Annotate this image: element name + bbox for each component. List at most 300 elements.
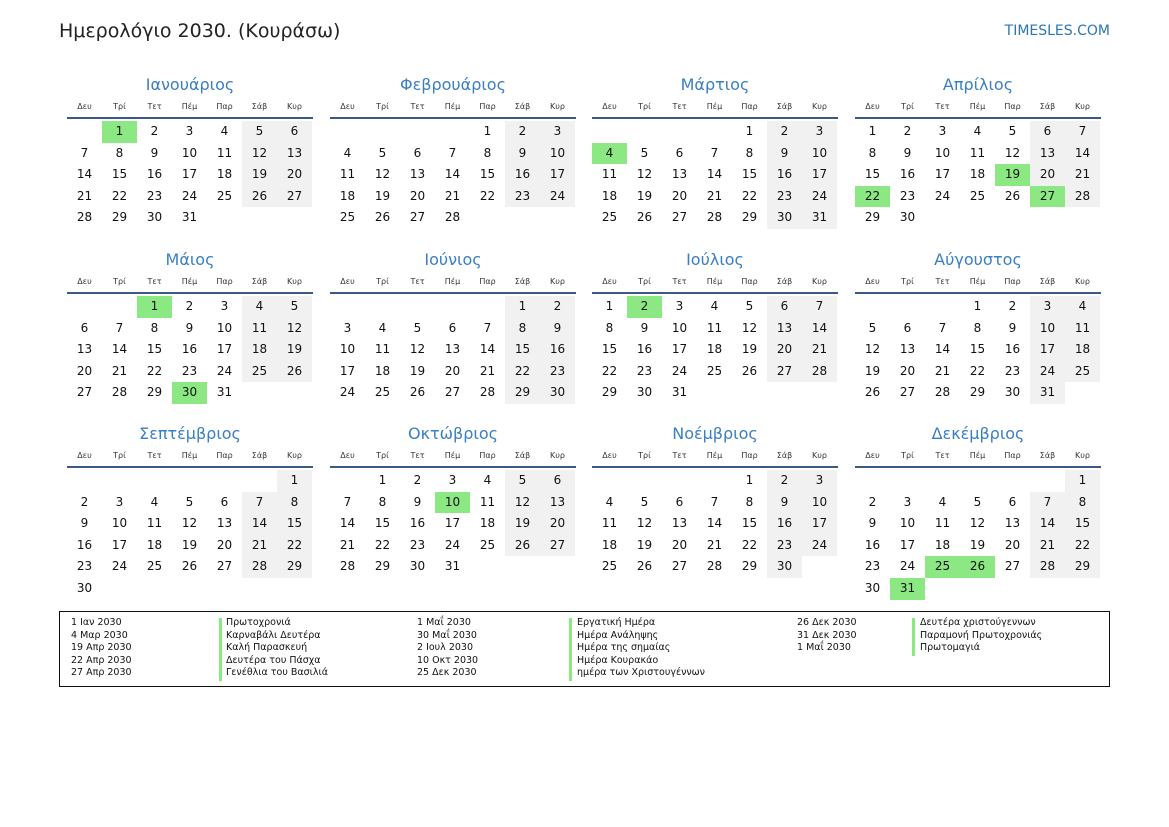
day-cell[interactable]: 25	[925, 556, 960, 578]
day-cell[interactable]: 10	[435, 492, 470, 514]
day-cell[interactable]: 10	[111, 516, 128, 531]
day-cell[interactable]: 20	[899, 363, 916, 378]
day-cell[interactable]: 19	[374, 188, 391, 203]
day-cell[interactable]: 2	[1008, 299, 1017, 313]
day-cell[interactable]: 10	[671, 320, 688, 335]
day-cell[interactable]: 4	[1065, 296, 1100, 318]
day-cell[interactable]: 13	[671, 516, 688, 531]
day-cell[interactable]: 27	[899, 385, 916, 400]
day-cell[interactable]: 20	[1004, 537, 1021, 552]
day-cell[interactable]: 5	[868, 320, 877, 335]
day-cell[interactable]: 17	[899, 537, 916, 552]
day-cell[interactable]: 23	[540, 361, 575, 383]
day-cell[interactable]: 23	[505, 186, 540, 208]
day-cell[interactable]: 7	[1030, 492, 1065, 514]
day-cell[interactable]: 26	[960, 556, 995, 578]
day-cell[interactable]: 12	[277, 318, 312, 340]
day-cell[interactable]: 30	[172, 382, 207, 404]
day-cell[interactable]: 10	[899, 516, 916, 531]
day-cell[interactable]: 4	[710, 299, 719, 313]
day-cell[interactable]: 2	[185, 299, 194, 313]
day-cell[interactable]: 21	[1030, 535, 1065, 557]
day-cell[interactable]: 6	[220, 494, 229, 509]
day-cell[interactable]: 2	[868, 494, 877, 509]
day-cell[interactable]: 14	[111, 342, 128, 357]
day-cell[interactable]: 12	[409, 342, 426, 357]
day-cell[interactable]: 17	[802, 164, 837, 186]
day-cell[interactable]: 16	[505, 164, 540, 186]
day-cell[interactable]: 25	[242, 361, 277, 383]
day-cell[interactable]: 29	[864, 210, 881, 225]
day-cell[interactable]: 2	[505, 121, 540, 143]
day-cell[interactable]: 15	[741, 516, 758, 531]
day-cell[interactable]: 3	[903, 494, 912, 509]
day-cell[interactable]: 13	[767, 318, 802, 340]
day-cell[interactable]: 25	[706, 363, 723, 378]
day-cell[interactable]: 27	[671, 559, 688, 574]
day-cell[interactable]: 7	[802, 296, 837, 318]
day-cell[interactable]: 9	[413, 494, 422, 509]
day-cell[interactable]: 26	[741, 363, 758, 378]
day-cell[interactable]: 15	[111, 167, 128, 182]
day-cell[interactable]: 22	[601, 363, 618, 378]
day-cell[interactable]: 30	[864, 580, 881, 595]
day-cell[interactable]: 20	[277, 164, 312, 186]
day-cell[interactable]: 29	[741, 210, 758, 225]
day-cell[interactable]: 16	[409, 516, 426, 531]
day-cell[interactable]: 14	[479, 342, 496, 357]
day-cell[interactable]: 27	[216, 559, 233, 574]
day-cell[interactable]: 25	[146, 559, 163, 574]
day-cell[interactable]: 4	[343, 145, 352, 160]
day-cell[interactable]: 11	[601, 516, 618, 531]
day-cell[interactable]: 16	[181, 342, 198, 357]
day-cell[interactable]: 18	[479, 516, 496, 531]
day-cell[interactable]: 8	[868, 145, 877, 160]
day-cell[interactable]: 13	[540, 492, 575, 514]
day-cell[interactable]: 28	[479, 385, 496, 400]
day-cell[interactable]: 9	[150, 145, 159, 160]
day-cell[interactable]: 18	[242, 339, 277, 361]
day-cell[interactable]: 5	[185, 494, 194, 509]
day-cell[interactable]: 17	[934, 167, 951, 182]
day-cell[interactable]: 22	[505, 361, 540, 383]
day-cell[interactable]: 26	[374, 210, 391, 225]
day-cell[interactable]: 3	[675, 299, 684, 313]
day-cell[interactable]: 11	[242, 318, 277, 340]
day-cell[interactable]: 25	[216, 188, 233, 203]
day-cell[interactable]: 4	[242, 296, 277, 318]
day-cell[interactable]: 13	[671, 167, 688, 182]
day-cell[interactable]: 1	[137, 296, 172, 318]
day-cell[interactable]: 16	[767, 164, 802, 186]
day-cell[interactable]: 27	[540, 535, 575, 557]
day-cell[interactable]: 6	[277, 121, 312, 143]
day-cell[interactable]: 4	[483, 473, 492, 487]
day-cell[interactable]: 28	[111, 385, 128, 400]
day-cell[interactable]: 19	[864, 363, 881, 378]
day-cell[interactable]: 1	[102, 121, 137, 143]
site-link[interactable]: TIMESLES.COM	[1004, 23, 1110, 39]
day-cell[interactable]: 15	[969, 342, 986, 357]
day-cell[interactable]: 30	[76, 580, 93, 595]
day-cell[interactable]: 30	[899, 210, 916, 225]
day-cell[interactable]: 1	[745, 124, 754, 138]
day-cell[interactable]: 14	[706, 167, 723, 182]
day-cell[interactable]: 15	[479, 167, 496, 182]
day-cell[interactable]: 8	[150, 320, 159, 335]
day-cell[interactable]: 8	[745, 145, 754, 160]
day-cell[interactable]: 21	[706, 188, 723, 203]
day-cell[interactable]: 10	[802, 492, 837, 514]
day-cell[interactable]: 20	[216, 537, 233, 552]
day-cell[interactable]: 29	[1065, 556, 1100, 578]
day-cell[interactable]: 9	[505, 143, 540, 165]
day-cell[interactable]: 8	[505, 318, 540, 340]
day-cell[interactable]: 7	[80, 145, 89, 160]
day-cell[interactable]: 6	[675, 145, 684, 160]
day-cell[interactable]: 23	[146, 188, 163, 203]
day-cell[interactable]: 28	[444, 210, 461, 225]
day-cell[interactable]: 18	[1065, 339, 1100, 361]
day-cell[interactable]: 7	[115, 320, 124, 335]
day-cell[interactable]: 28	[339, 559, 356, 574]
day-cell[interactable]: 7	[710, 494, 719, 509]
day-cell[interactable]: 24	[802, 186, 837, 208]
day-cell[interactable]: 15	[374, 516, 391, 531]
day-cell[interactable]: 20	[409, 188, 426, 203]
day-cell[interactable]: 5	[277, 296, 312, 318]
day-cell[interactable]: 19	[277, 339, 312, 361]
day-cell[interactable]: 5	[505, 470, 540, 492]
day-cell[interactable]: 31	[216, 385, 233, 400]
day-cell[interactable]: 29	[146, 385, 163, 400]
day-cell[interactable]: 24	[934, 188, 951, 203]
day-cell[interactable]: 5	[973, 494, 982, 509]
day-cell[interactable]: 28	[1030, 556, 1065, 578]
day-cell[interactable]: 2	[413, 473, 422, 487]
day-cell[interactable]: 15	[741, 167, 758, 182]
day-cell[interactable]: 24	[339, 385, 356, 400]
day-cell[interactable]: 27	[76, 385, 93, 400]
day-cell[interactable]: 25	[601, 210, 618, 225]
day-cell[interactable]: 21	[934, 363, 951, 378]
day-cell[interactable]: 13	[899, 342, 916, 357]
day-cell[interactable]: 31	[444, 559, 461, 574]
day-cell[interactable]: 1	[745, 473, 754, 487]
day-cell[interactable]: 10	[934, 145, 951, 160]
day-cell[interactable]: 23	[409, 537, 426, 552]
day-cell[interactable]: 5	[745, 299, 754, 313]
day-cell[interactable]: 18	[216, 167, 233, 182]
day-cell[interactable]: 26	[409, 385, 426, 400]
day-cell[interactable]: 27	[1030, 186, 1065, 208]
day-cell[interactable]: 10	[181, 145, 198, 160]
day-cell[interactable]: 18	[601, 537, 618, 552]
day-cell[interactable]: 19	[636, 188, 653, 203]
day-cell[interactable]: 13	[1030, 143, 1065, 165]
day-cell[interactable]: 24	[181, 188, 198, 203]
day-cell[interactable]: 16	[76, 537, 93, 552]
day-cell[interactable]: 7	[242, 492, 277, 514]
day-cell[interactable]: 23	[767, 186, 802, 208]
day-cell[interactable]: 2	[627, 296, 662, 318]
day-cell[interactable]: 19	[741, 342, 758, 357]
day-cell[interactable]: 30	[1004, 385, 1021, 400]
day-cell[interactable]: 8	[1065, 492, 1100, 514]
day-cell[interactable]: 30	[636, 385, 653, 400]
day-cell[interactable]: 12	[1004, 145, 1021, 160]
day-cell[interactable]: 29	[111, 210, 128, 225]
day-cell[interactable]: 13	[216, 516, 233, 531]
day-cell[interactable]: 19	[409, 363, 426, 378]
day-cell[interactable]: 3	[185, 124, 194, 138]
day-cell[interactable]: 17	[444, 516, 461, 531]
day-cell[interactable]: 8	[115, 145, 124, 160]
day-cell[interactable]: 11	[969, 145, 986, 160]
day-cell[interactable]: 19	[995, 164, 1030, 186]
day-cell[interactable]: 29	[374, 559, 391, 574]
day-cell[interactable]: 4	[378, 320, 387, 335]
day-cell[interactable]: 8	[378, 494, 387, 509]
day-cell[interactable]: 5	[640, 494, 649, 509]
day-cell[interactable]: 9	[80, 516, 89, 531]
day-cell[interactable]: 11	[216, 145, 233, 160]
day-cell[interactable]: 7	[448, 145, 457, 160]
day-cell[interactable]: 30	[409, 559, 426, 574]
day-cell[interactable]: 17	[671, 342, 688, 357]
day-cell[interactable]: 24	[111, 559, 128, 574]
day-cell[interactable]: 8	[973, 320, 982, 335]
day-cell[interactable]: 31	[1030, 382, 1065, 404]
day-cell[interactable]: 9	[640, 320, 649, 335]
day-cell[interactable]: 7	[483, 320, 492, 335]
day-cell[interactable]: 6	[1008, 494, 1017, 509]
day-cell[interactable]: 29	[969, 385, 986, 400]
day-cell[interactable]: 16	[899, 167, 916, 182]
day-cell[interactable]: 19	[505, 513, 540, 535]
day-cell[interactable]: 31	[671, 385, 688, 400]
day-cell[interactable]: 18	[374, 363, 391, 378]
day-cell[interactable]: 31	[802, 207, 837, 229]
day-cell[interactable]: 4	[938, 494, 947, 509]
day-cell[interactable]: 10	[216, 320, 233, 335]
day-cell[interactable]: 8	[745, 494, 754, 509]
day-cell[interactable]: 8	[605, 320, 614, 335]
day-cell[interactable]: 27	[1004, 559, 1021, 574]
day-cell[interactable]: 23	[767, 535, 802, 557]
day-cell[interactable]: 23	[181, 363, 198, 378]
day-cell[interactable]: 13	[1004, 516, 1021, 531]
day-cell[interactable]: 9	[185, 320, 194, 335]
day-cell[interactable]: 18	[146, 537, 163, 552]
day-cell[interactable]: 27	[444, 385, 461, 400]
day-cell[interactable]: 15	[601, 342, 618, 357]
day-cell[interactable]: 22	[111, 188, 128, 203]
day-cell[interactable]: 3	[938, 124, 947, 138]
day-cell[interactable]: 3	[802, 121, 837, 143]
day-cell[interactable]: 12	[374, 167, 391, 182]
day-cell[interactable]: 15	[277, 513, 312, 535]
day-cell[interactable]: 6	[80, 320, 89, 335]
day-cell[interactable]: 26	[864, 385, 881, 400]
day-cell[interactable]: 1	[483, 124, 492, 138]
day-cell[interactable]: 17	[339, 363, 356, 378]
day-cell[interactable]: 5	[640, 145, 649, 160]
day-cell[interactable]: 6	[448, 320, 457, 335]
day-cell[interactable]: 20	[540, 513, 575, 535]
day-cell[interactable]: 12	[505, 492, 540, 514]
day-cell[interactable]: 12	[242, 143, 277, 165]
day-cell[interactable]: 13	[409, 167, 426, 182]
day-cell[interactable]: 24	[802, 535, 837, 557]
day-cell[interactable]: 11	[934, 516, 951, 531]
day-cell[interactable]: 4	[605, 494, 614, 509]
day-cell[interactable]: 21	[76, 188, 93, 203]
day-cell[interactable]: 7	[1065, 121, 1100, 143]
day-cell[interactable]: 3	[115, 494, 124, 509]
day-cell[interactable]: 28	[706, 210, 723, 225]
day-cell[interactable]: 25	[339, 210, 356, 225]
day-cell[interactable]: 14	[444, 167, 461, 182]
day-cell[interactable]: 2	[903, 124, 912, 138]
day-cell[interactable]: 4	[592, 143, 627, 165]
day-cell[interactable]: 14	[1030, 513, 1065, 535]
day-cell[interactable]: 20	[76, 363, 93, 378]
day-cell[interactable]: 2	[150, 124, 159, 138]
day-cell[interactable]: 6	[540, 470, 575, 492]
day-cell[interactable]: 1	[605, 299, 614, 313]
day-cell[interactable]: 28	[706, 559, 723, 574]
day-cell[interactable]: 22	[374, 537, 391, 552]
day-cell[interactable]: 19	[636, 537, 653, 552]
day-cell[interactable]: 6	[675, 494, 684, 509]
day-cell[interactable]: 27	[277, 186, 312, 208]
day-cell[interactable]: 26	[242, 186, 277, 208]
day-cell[interactable]: 21	[479, 363, 496, 378]
day-cell[interactable]: 12	[969, 516, 986, 531]
day-cell[interactable]: 26	[505, 535, 540, 557]
day-cell[interactable]: 14	[339, 516, 356, 531]
day-cell[interactable]: 1	[505, 296, 540, 318]
day-cell[interactable]: 6	[767, 296, 802, 318]
day-cell[interactable]: 6	[413, 145, 422, 160]
day-cell[interactable]: 1	[1065, 470, 1100, 492]
day-cell[interactable]: 30	[540, 382, 575, 404]
day-cell[interactable]: 20	[444, 363, 461, 378]
day-cell[interactable]: 27	[409, 210, 426, 225]
day-cell[interactable]: 15	[1065, 513, 1100, 535]
day-cell[interactable]: 20	[1030, 164, 1065, 186]
day-cell[interactable]: 26	[181, 559, 198, 574]
day-cell[interactable]: 22	[1065, 535, 1100, 557]
day-cell[interactable]: 22	[277, 535, 312, 557]
day-cell[interactable]: 18	[969, 167, 986, 182]
day-cell[interactable]: 21	[802, 339, 837, 361]
day-cell[interactable]: 3	[343, 320, 352, 335]
day-cell[interactable]: 28	[802, 361, 837, 383]
day-cell[interactable]: 26	[636, 559, 653, 574]
day-cell[interactable]: 31	[890, 578, 925, 600]
day-cell[interactable]: 5	[378, 145, 387, 160]
day-cell[interactable]: 17	[1030, 339, 1065, 361]
day-cell[interactable]: 5	[413, 320, 422, 335]
day-cell[interactable]: 3	[220, 299, 229, 313]
day-cell[interactable]: 21	[706, 537, 723, 552]
day-cell[interactable]: 13	[277, 143, 312, 165]
day-cell[interactable]: 10	[1030, 318, 1065, 340]
day-cell[interactable]: 29	[505, 382, 540, 404]
day-cell[interactable]: 12	[636, 516, 653, 531]
day-cell[interactable]: 29	[277, 556, 312, 578]
day-cell[interactable]: 25	[374, 385, 391, 400]
day-cell[interactable]: 4	[973, 124, 982, 138]
day-cell[interactable]: 29	[601, 385, 618, 400]
day-cell[interactable]: 16	[864, 537, 881, 552]
day-cell[interactable]: 9	[767, 492, 802, 514]
day-cell[interactable]: 12	[741, 320, 758, 335]
day-cell[interactable]: 5	[1008, 124, 1017, 138]
day-cell[interactable]: 24	[671, 363, 688, 378]
day-cell[interactable]: 8	[483, 145, 492, 160]
day-cell[interactable]: 12	[181, 516, 198, 531]
day-cell[interactable]: 16	[540, 339, 575, 361]
day-cell[interactable]: 9	[868, 516, 877, 531]
day-cell[interactable]: 4	[220, 124, 229, 138]
day-cell[interactable]: 10	[339, 342, 356, 357]
day-cell[interactable]: 21	[1065, 164, 1100, 186]
day-cell[interactable]: 27	[767, 361, 802, 383]
day-cell[interactable]: 13	[444, 342, 461, 357]
day-cell[interactable]: 9	[767, 143, 802, 165]
day-cell[interactable]: 18	[934, 537, 951, 552]
day-cell[interactable]: 23	[636, 363, 653, 378]
day-cell[interactable]: 28	[1065, 186, 1100, 208]
day-cell[interactable]: 2	[767, 470, 802, 492]
day-cell[interactable]: 25	[479, 537, 496, 552]
day-cell[interactable]: 9	[1008, 320, 1017, 335]
day-cell[interactable]: 30	[767, 556, 802, 578]
day-cell[interactable]: 13	[76, 342, 93, 357]
day-cell[interactable]: 9	[540, 318, 575, 340]
day-cell[interactable]: 3	[448, 473, 457, 487]
day-cell[interactable]: 17	[111, 537, 128, 552]
day-cell[interactable]: 14	[76, 167, 93, 182]
day-cell[interactable]: 7	[710, 145, 719, 160]
day-cell[interactable]: 24	[899, 559, 916, 574]
day-cell[interactable]: 20	[767, 339, 802, 361]
day-cell[interactable]: 1	[277, 470, 312, 492]
day-cell[interactable]: 1	[868, 124, 877, 138]
day-cell[interactable]: 30	[767, 207, 802, 229]
day-cell[interactable]: 11	[706, 320, 723, 335]
day-cell[interactable]: 28	[242, 556, 277, 578]
day-cell[interactable]: 7	[343, 494, 352, 509]
day-cell[interactable]: 22	[969, 363, 986, 378]
day-cell[interactable]: 16	[636, 342, 653, 357]
day-cell[interactable]: 23	[76, 559, 93, 574]
day-cell[interactable]: 17	[802, 513, 837, 535]
day-cell[interactable]: 22	[741, 188, 758, 203]
day-cell[interactable]: 19	[242, 164, 277, 186]
day-cell[interactable]: 3	[1030, 296, 1065, 318]
day-cell[interactable]: 22	[146, 363, 163, 378]
day-cell[interactable]: 22	[855, 186, 890, 208]
day-cell[interactable]: 28	[76, 210, 93, 225]
day-cell[interactable]: 18	[706, 342, 723, 357]
day-cell[interactable]: 11	[1065, 318, 1100, 340]
day-cell[interactable]: 3	[802, 470, 837, 492]
